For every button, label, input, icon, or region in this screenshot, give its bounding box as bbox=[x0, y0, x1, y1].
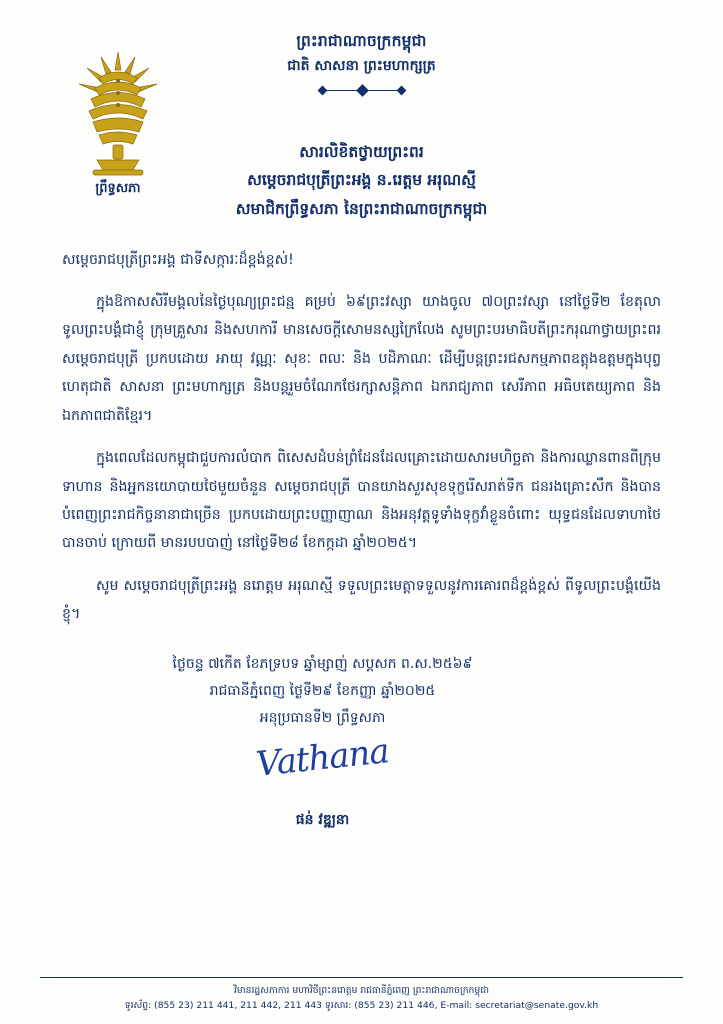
handwritten-signature: Vathana bbox=[254, 731, 391, 786]
place-and-date: រាជធានីភ្នំពេញ ថ្ងៃទី២៩ ខែកញ្ញា ឆ្នាំ២០២៥ bbox=[209, 682, 436, 699]
closing-block bbox=[0, 651, 645, 733]
document-footer bbox=[40, 977, 683, 1014]
royal-emblem-icon bbox=[63, 48, 173, 178]
footer-email[interactable]: secretariat@senate.gov.kh bbox=[475, 1000, 599, 1012]
footer-contacts-prefix: ទូរស័ព្ទ: (855 23) 211 441, 211 442, 211 443 ទូរសារ: (855 23) 211 446, E-mail: bbox=[124, 1000, 476, 1012]
signer-name: ផន់ វឌ្ឍនា bbox=[295, 812, 350, 829]
letter-title-line2: សម្តេចរាជបុត្រីព្រះអង្គ ន.រេត្តម អរុណស្មី bbox=[247, 171, 476, 190]
footer-address: វិមានរដ្ឋសភាការ មហាវិថីព្រះនរោត្តម រាជធានីភ្នំពេញ ព្រះរាជាណាចក្រកម្ពុជា bbox=[234, 984, 489, 996]
signer-role: អនុប្រធានទី២ ព្រឹទ្ធសភា bbox=[259, 710, 386, 727]
salutation-paragraph: សម្តេចរាជបុត្រីព្រះអង្គ ជាទីសក្ការៈដ៏ខ្ពង់ខ្ពស់! bbox=[62, 251, 294, 268]
body-paragraph-2: ក្នុងពេលដែលកម្ពុជាជួបការលំបាក ពិសេសដំបន់ព្រំដែនដែលគ្រោះដោយសារមហិច្ឆតា និងការឈ្លានពានពីក្រុមទាហាន និងអ្នកនយោបាយថៃមួយចំនួន សម្តេចរាជបុត្រី បានយាងសួរសុខទុក្ខរើសរាត់ទីក ជនរងគ្រោះសឹក និងបានបំពេញព្រះរាជកិច្ចនានាជាច្រើន ប្រកបដោយព្រះបញ្ញាញាណ និងអនុវត្តទូទាំងទុក្ខវាំខ្លួនចំពោះ យុទ្ធជនដែលទាហាថៃបានចាប់ ក្រោយពី មានរបបបាញ់ នៅថ្ងៃទី២៨ ខែកក្កដា ឆ្នាំ២០២៥។ bbox=[62, 450, 661, 552]
body-paragraph-1: ក្នុងឱកាសសិរីមង្គលនៃថ្ងៃបុណ្យព្រះជន្ម គម្រប់ ៦៩ព្រះវស្សា យាងចូល ៧០ព្រះវស្សា នៅថ្ងៃទី២ ខែតុលា ទូលព្រះបង្គំជាខ្ញុំ ក្រុមគ្រួសារ និងសហការី មានសេចក្តីសោមនស្សក្រៃលែង សូមព្រះបរមាធិបតីព្រះករុណាថ្វាយព្រះពរ សម្តេចរាជបុត្រី ប្រកបដោយ អាយុ វណ្ណៈ សុខៈ ពលៈ និង បដិភាណៈ ដើម្បីបន្តព្រះរជសកម្មភាពឧត្តុងឧត្តមក្នុងបុព្វហេតុជាតិ សាសនា ព្រះមហាក្សត្រ និងបន្តរួមចំណែកថែរក្សាសន្តិភាព ឯករាជ្យភាព សេរីភាព អធិបតេយ្យភាព និងឯកភាពជាតិខ្មែរ។ bbox=[62, 294, 661, 424]
footer-divider bbox=[40, 977, 683, 978]
buddhist-date: ថ្ងៃចន្ទ ៧កើត ខែភទ្របទ ឆ្នាំម្សាញ់ សប្តសក ព.ស.២៥៦៩ bbox=[172, 655, 473, 672]
letter-body bbox=[62, 246, 661, 629]
signature-area bbox=[0, 731, 645, 816]
ornament-divider-icon bbox=[319, 84, 405, 96]
body-paragraph-3: សូម សម្តេចរាជបុត្រីព្រះអង្គ នរោត្តម អរុណស្មី ទទួលព្រះមេត្តាទទួលនូវការគោរពដ៏ខ្ពង់ខ្ពស់ ពីទូលព្រះបង្គំយើងខ្ញុំ។ bbox=[62, 577, 661, 623]
kingdom-title: ព្រះរាជាណាចក្រកម្ពុជា bbox=[296, 32, 427, 50]
letter-title-line1: សារលិខិតថ្វាយព្រះពរ bbox=[299, 142, 424, 161]
national-motto: ជាតិ សាសនា ព្រះមហាក្សត្រ bbox=[287, 58, 436, 75]
letter-title-line3: សមាជិកព្រឹទ្ធសភា នៃព្រះរាជាណាចក្រកម្ពុជា bbox=[235, 199, 488, 218]
footer-contacts bbox=[40, 998, 683, 1014]
emblem-caption: ព្រឹទ្ធសភា bbox=[95, 181, 141, 196]
senate-emblem bbox=[58, 48, 178, 199]
